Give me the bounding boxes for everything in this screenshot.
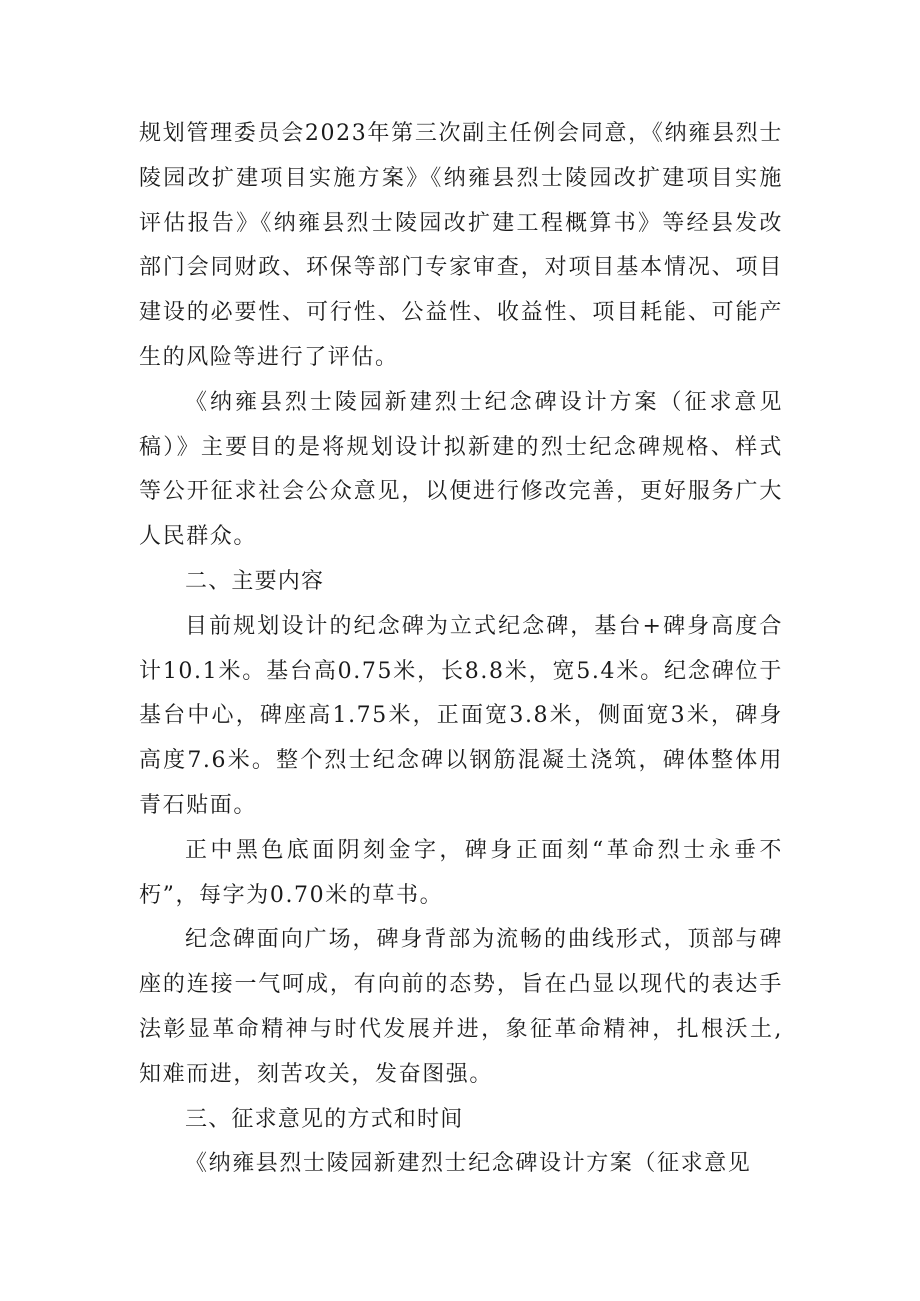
paragraph-purpose: 《纳雍县烈士陵园新建烈士纪念碑设计方案（征求意见稿）》主要目的是将规划设计拟新建的烈士纪念碑规格、样式等公开征求社会公众意见，以便进行修改完善，更好服务广大人民群众。 bbox=[139, 389, 783, 550]
paragraph-monument-dimensions: 目前规划设计的纪念碑为立式纪念碑，基台+碑身高度合计10.1米。基台高0.75米，长8.8米，宽5.4米。纪念碑位于基台中心，碑座高1.75米，正面宽3.8米，侧面宽3米，碑身高度7.6米。整个烈士纪念碑以钢筋混凝土浇筑，碑体整体用青石贴面。 bbox=[139, 613, 783, 818]
paragraph-feedback-intro: 《纳雍县烈士陵园新建烈士纪念碑设计方案（征求意见 bbox=[185, 1151, 752, 1177]
section-heading-feedback-method: 三、征求意见的方式和时间 bbox=[185, 1106, 464, 1132]
paragraph-design-concept: 纪念碑面向广场，碑身背部为流畅的曲线形式，顶部与碑座的连接一气呵成，有向前的态势，旨在凸显以现代的表达手法彰显革命精神与时代发展并进，象征革命精神，扎根沃土,知难而进，刻苦攻关，发奋图强。 bbox=[139, 927, 783, 1087]
section-heading-main-content: 二、主要内容 bbox=[185, 568, 325, 594]
paragraph-review-summary: 规划管理委员会2023年第三次副主任例会同意，《纳雍县烈士陵园改扩建项目实施方案》《纳雍县烈士陵园改扩建项目实施评估报告》《纳雍县烈士陵园改扩建工程概算书》等经县发改部门会同财政、环保等部门专家审查，对项目基本情况、项目建设的必要性、可行性、公益性、收益性、项目耗能、可能产生的风险等进行了评估。 bbox=[139, 121, 783, 370]
document-page bbox=[139, 112, 783, 1187]
paragraph-inscription: 正中黑色底面阴刻金字，碑身正面刻“革命烈士永垂不朽”，每字为0.70米的草书。 bbox=[139, 837, 783, 908]
